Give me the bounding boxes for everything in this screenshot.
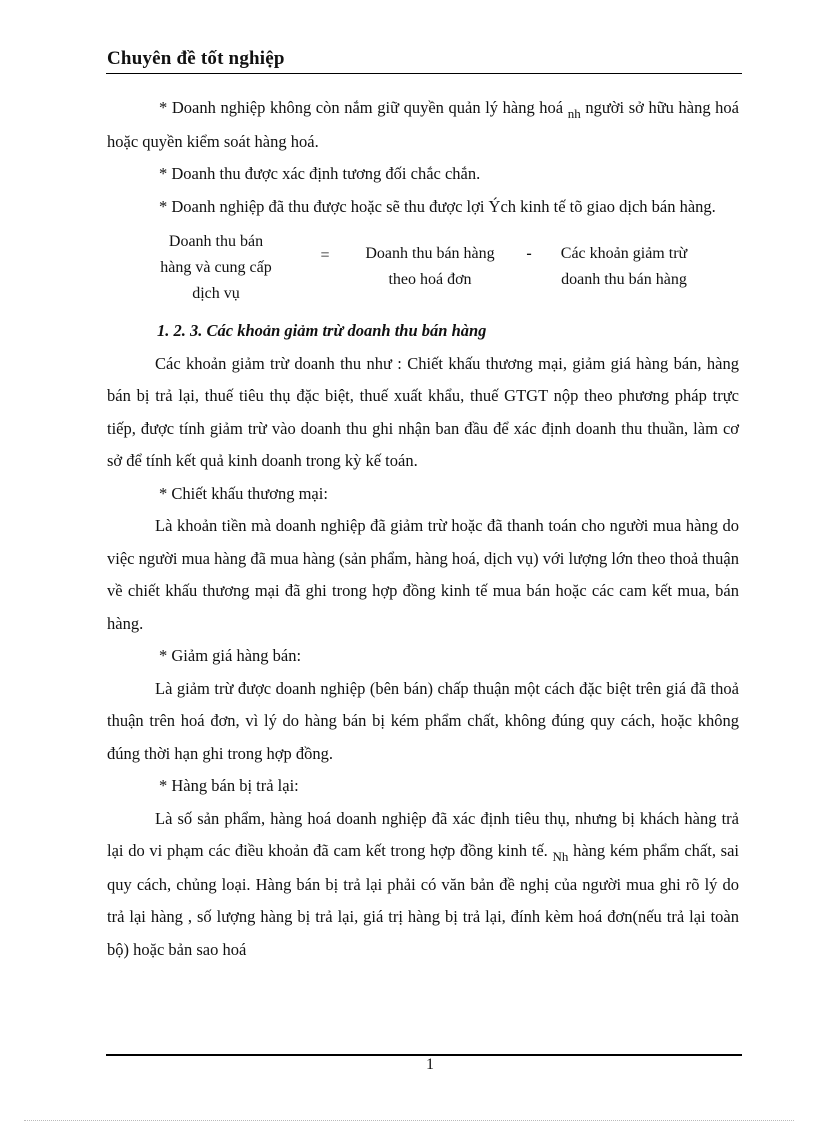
header-divider bbox=[106, 73, 742, 74]
formula-text: hàng và cung cấp bbox=[160, 259, 272, 276]
paragraph-price-reduction: Là giảm trừ được doanh nghiệp (bên bán) chấp thuận một cách đặc biệt trên giá đã thoả thuận trên hoá đơn, vì lý do hàng bán bị kém phẩm chất, không đúng quy cách, hoặc không đúng thời hạn ghi trong hợp đồng. bbox=[107, 678, 739, 763]
page-number: 1 bbox=[426, 1056, 434, 1073]
formula-middle-term bbox=[345, 241, 515, 293]
page-header-title: Chuyên đề tốt nghiệp bbox=[107, 48, 285, 69]
paragraph-economic-benefit: * Doanh nghiệp đã thu được hoặc sẽ thu được lợi Ých kinh tế tõ giao dịch bán hàng. bbox=[159, 196, 716, 216]
paragraph-fragment: Nh bbox=[552, 849, 569, 864]
paragraph-fragment: nh bbox=[567, 106, 581, 121]
formula-equals-sign: = bbox=[320, 247, 330, 264]
page-edge-marker bbox=[24, 1120, 794, 1121]
formula-text: Doanh thu bán hàng bbox=[365, 245, 495, 262]
paragraph-sales-returns bbox=[107, 803, 739, 967]
subheading-trade-discount: * Chiết khấu thương mại: bbox=[159, 483, 328, 503]
subheading-sales-returns: * Hàng bán bị trả lại: bbox=[159, 776, 299, 795]
paragraph-revenue-certain: * Doanh thu được xác định tương đối chắc chắn. bbox=[159, 164, 481, 183]
paragraph-text: * Doanh nghiệp không còn nắm giữ quyền quản lý hàng hoá bbox=[159, 98, 568, 117]
formula-text: theo hoá đơn bbox=[388, 271, 472, 288]
formula-text: doanh thu bán hàng bbox=[561, 271, 687, 288]
section-heading: 1. 2. 3. Các khoản giảm trừ doanh thu bán hàng bbox=[157, 321, 487, 340]
revenue-formula bbox=[107, 229, 739, 309]
formula-text: dịch vụ bbox=[192, 285, 240, 302]
paragraph-text: hàng kém phẩm chất, sai quy cách, chủng loại. Hàng bán bị trả lại phải có văn bản đề nghị của người mua ghi rõ lý do trả lại hàng , số lượng hàng bị trả lại, giá trị hàng bị trả lại, đính kèm hoá đơn(nếu trả lại toàn bộ) hoặc bản sao hoá bbox=[107, 841, 739, 959]
paragraph-control-transfer bbox=[107, 92, 739, 158]
paragraph-text: người sở hữu hàng hoá hoặc quyền kiểm soát hàng hoá. bbox=[107, 98, 739, 151]
formula-right-term bbox=[539, 241, 709, 293]
formula-text: Các khoản giảm trừ bbox=[560, 245, 688, 262]
paragraph-text: Là số sản phẩm, hàng hoá doanh nghiệp đã xác định tiêu thụ, nhưng bị khách hàng trả lại do vi phạm các điều khoản đã cam kết trong hợp đồng kinh tế. bbox=[107, 808, 739, 860]
formula-left-term bbox=[141, 229, 291, 307]
subheading-price-reduction: * Giảm giá hàng bán: bbox=[159, 646, 302, 665]
paragraph-trade-discount: Là khoản tiền mà doanh nghiệp đã giảm trừ hoặc đã thanh toán cho người mua hàng do việc người mua hàng đã mua hàng (sản phẩm, hàng hoá, dịch vụ) với lượng lớn theo thoả thuận về chiết khấu thương mại đã ghi trong hợp đồng kinh tế mua bán hoặc các cam kết mua, bán hàng. bbox=[107, 516, 739, 633]
document-body bbox=[107, 92, 739, 966]
formula-minus-sign: - bbox=[526, 245, 532, 262]
formula-text: Doanh thu bán bbox=[168, 233, 264, 250]
paragraph-deductions: Các khoản giảm trừ doanh thu như : Chiết khấu thương mại, giảm giá hàng bán, hàng bán bị trả lại, thuế tiêu thụ đặc biệt, thuế xuất khẩu, thuế GTGT nộp theo phương pháp trực tiếp, được tính giảm trừ vào doanh thu ghi nhận ban đầu để xác định doanh thu thuần, làm cơ sở để tính kết quả kinh doanh trong kỳ kế toán. bbox=[107, 353, 739, 470]
